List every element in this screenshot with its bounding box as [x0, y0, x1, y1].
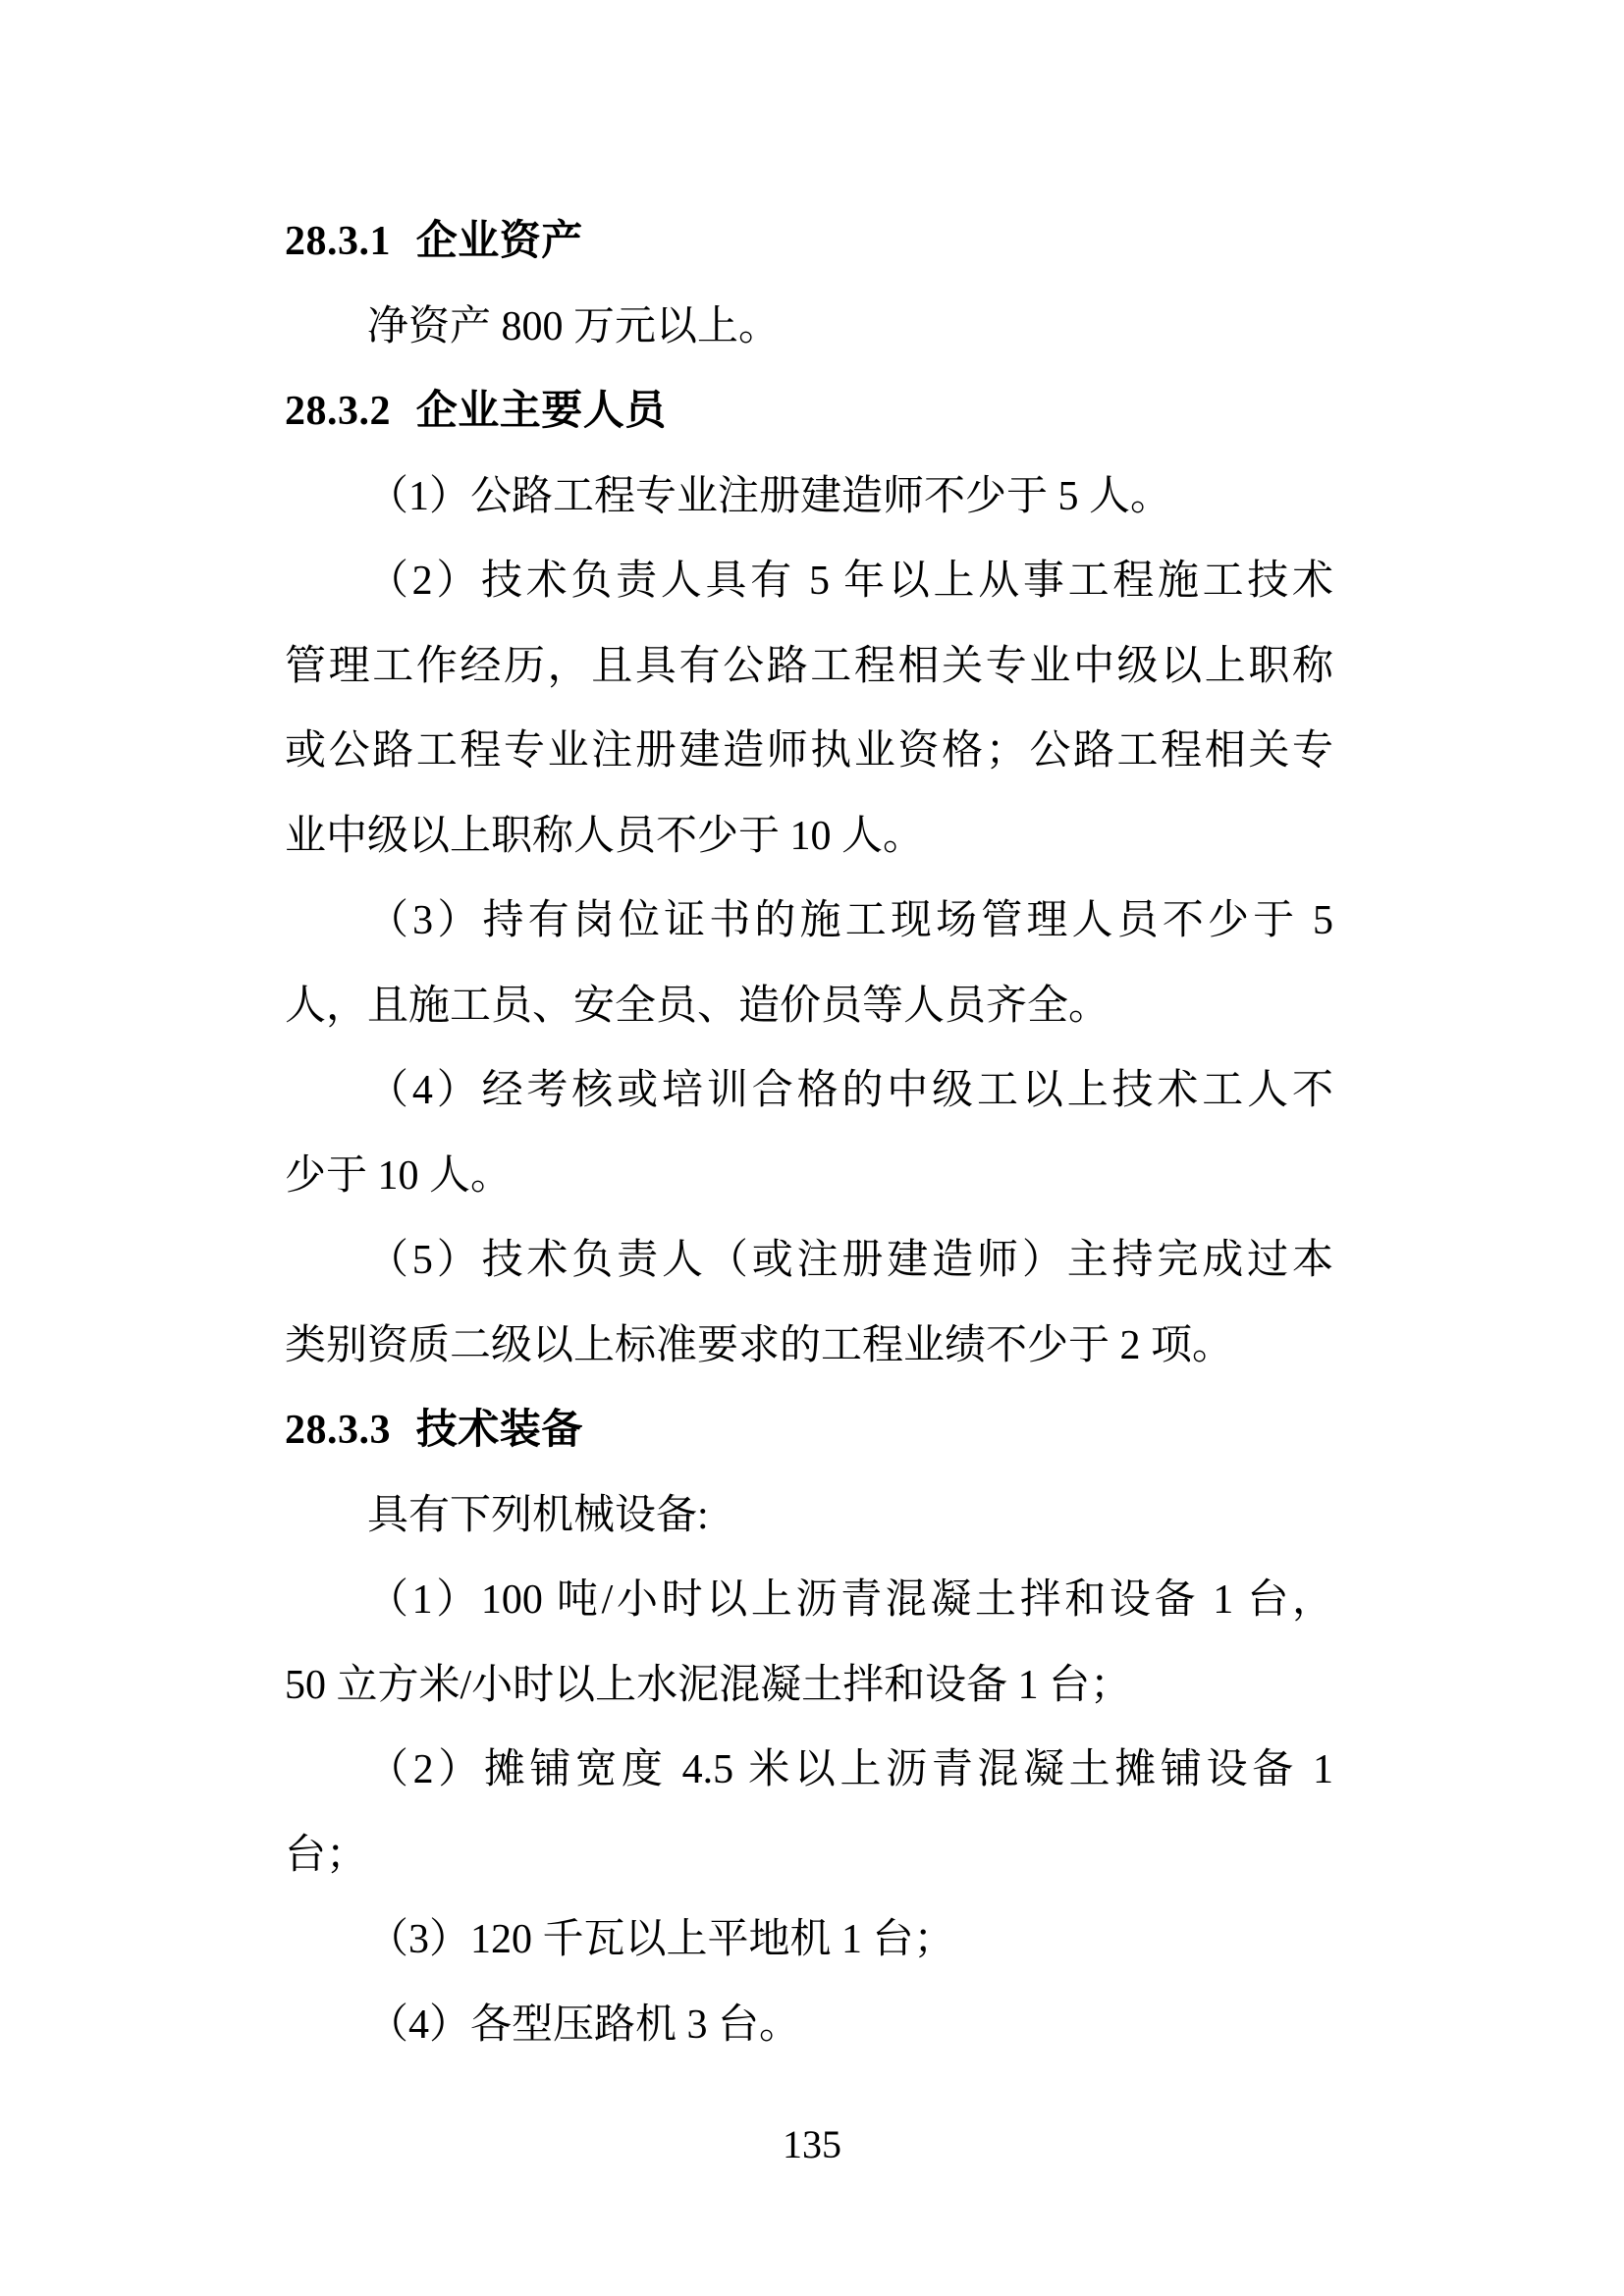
- document-content: [285, 199, 1333, 2067]
- paragraph-line: 具有下列机械设备:: [367, 1492, 709, 1538]
- paragraph-line: 类别资质二级以上标准要求的工程业绩不少于 2 项。: [285, 1322, 1234, 1368]
- page-number: 135: [783, 2122, 841, 2166]
- paragraph-line: （4）各型压路机 3 台。: [367, 2002, 801, 2048]
- paragraph-line: （2）摊铺宽度 4.5 米以上沥青混凝土摊铺设备 1: [367, 1747, 1333, 1792]
- paragraph-line: （2）技术负责人具有 5 年以上从事工程施工技术: [367, 559, 1333, 604]
- paragraph-line: 50 立方米/小时以上水泥混凝土拌和设备 1 台；: [285, 1662, 1132, 1708]
- paragraph-line: 管理工作经历，且具有公路工程相关专业中级以上职称: [285, 643, 1333, 689]
- paragraph-line: （1）公路工程专业注册建造师不少于 5 人。: [367, 473, 1172, 519]
- paragraph-line: （1）100 吨/小时以上沥青混凝土拌和设备 1 台，: [367, 1577, 1333, 1623]
- section-heading: 28.3.3 技术装备: [285, 1408, 583, 1453]
- paragraph-line: 业中级以上职称人员不少于 10 人。: [285, 813, 925, 859]
- paragraph-line: 少于 10 人。: [285, 1152, 513, 1199]
- paragraph-line: （3）持有岗位证书的施工现场管理人员不少于 5: [367, 898, 1333, 943]
- section-heading: 28.3.1 企业资产: [285, 219, 583, 264]
- paragraph-line: 人，且施工员、安全员、造价员等人员齐全。: [285, 983, 1110, 1029]
- paragraph-line: （5）技术负责人（或注册建造师）主持完成过本: [367, 1238, 1333, 1283]
- paragraph-line: （4）经考核或培训合格的中级工以上技术工人不: [367, 1068, 1333, 1113]
- paragraph-line: （3）120 千瓦以上平地机 1 台；: [367, 1917, 955, 1962]
- paragraph-line: 台；: [285, 1832, 368, 1878]
- paragraph-line: 或公路工程专业注册建造师执业资格；公路工程相关专: [285, 728, 1333, 774]
- paragraph-line: 净资产 800 万元以上。: [367, 303, 781, 349]
- section-heading: 28.3.2 企业主要人员: [285, 389, 667, 434]
